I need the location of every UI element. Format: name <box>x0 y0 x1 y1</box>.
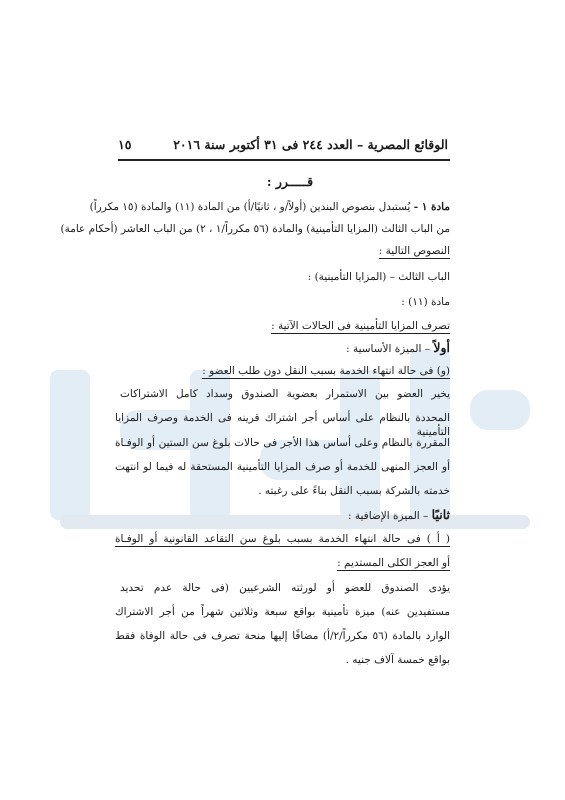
para1-line: المحددة بالنظام على أساس أجر اشتراك قرينه فى الخدمة وصرف المزايا التأمينية <box>115 412 450 438</box>
para1-line: خدمته بالشركة بسبب النقل بناءً على رغبته . <box>258 485 450 497</box>
second-heading <box>348 508 450 523</box>
clause-alef-line2 <box>337 556 450 570</box>
para2-line: مستفيدين عنه) ميزة تأمينية بواقع سبعة وثلاثين شهراً من أجر الاشتراك <box>115 606 450 618</box>
clause-alef-text1: ( أ ) فى حالة انتهاء الخدمة بسبب بلوغ سن التقاعد القانونية أو الوفـاة <box>115 533 450 545</box>
clause-waw <box>202 364 450 378</box>
article-1-first-line <box>89 200 450 214</box>
clause-waw-text: (و) فى حالة انتهاء الخدمة بسبب النقل دون طلب العضو : <box>202 365 450 377</box>
header-rule <box>118 159 450 161</box>
para1-line: المقررة بالنظام وعلى أساس هذا الأجر فى حالات بلوغ سن الستين أو الوفـاة <box>115 437 450 449</box>
para2-line: يؤدى الصندوق للعضو أو لورثته الشرعيين (فى حالة عدم تحديد <box>120 582 450 594</box>
page-number: ١٥ <box>118 137 132 152</box>
second-label: ثانيًا <box>431 507 450 522</box>
header-title: الوقائع المصرية – العدد ٢٤٤ فى ٣١ أكتوبر سنة ٢٠١٦ <box>173 137 448 152</box>
benefits-intro <box>271 319 450 333</box>
article-1-line3-text: النصوص التالية : <box>378 245 450 257</box>
benefits-intro-text: تصرف المزايا التأمينية فى الحالات الآتية : <box>271 320 450 332</box>
first-heading <box>346 341 450 356</box>
article-1-label: مادة ١ - <box>413 201 450 213</box>
para1-line: أو العجز المنهى للخدمة أو صرف المزايا التأمينية المستحقة له فيما لو انتهت <box>115 461 450 473</box>
article-1-line3 <box>379 244 450 258</box>
para1-line: يخير العضو بين الاستمرار بعضوية الصندوق وسداد كامل الاشتراكات <box>120 388 450 400</box>
chapter-line: الباب الثالث – (المزايا التأمينية) : <box>307 271 450 283</box>
para2-line: بواقع خمسة آلاف جنيه . <box>345 654 450 666</box>
page-header <box>118 135 448 157</box>
second-title: – الميزة الإضافية : <box>348 510 429 522</box>
first-label: أولاً <box>433 340 450 355</box>
article-11-heading: مادة (١١) : <box>401 296 450 308</box>
decision-title: قـــــرر : <box>266 174 314 189</box>
article-1-text: يُستبدل بنصوص البندين (أولاً/و ، ثانيًا/أ) من المادة (١١) والمادة (١٥ مكرراً) <box>89 201 411 213</box>
para2-line: الوارد بالمادة (٥٦ مكرراً/٢/أ) مضافًا إليها منحة تصرف فى حالة الوفاة فقط <box>115 630 450 642</box>
first-title: – الميزة الأساسية : <box>346 343 431 355</box>
clause-alef-text2: أو العجز الكلى المستديم : <box>337 557 450 569</box>
clause-alef-line1 <box>115 532 450 546</box>
article-1-line2: من الباب الثالث (المزايا التأمينية) والمادة (٥٦ مكرراً/١ ، ٢) من الباب العاشر (أحكام عامة) <box>60 223 450 235</box>
